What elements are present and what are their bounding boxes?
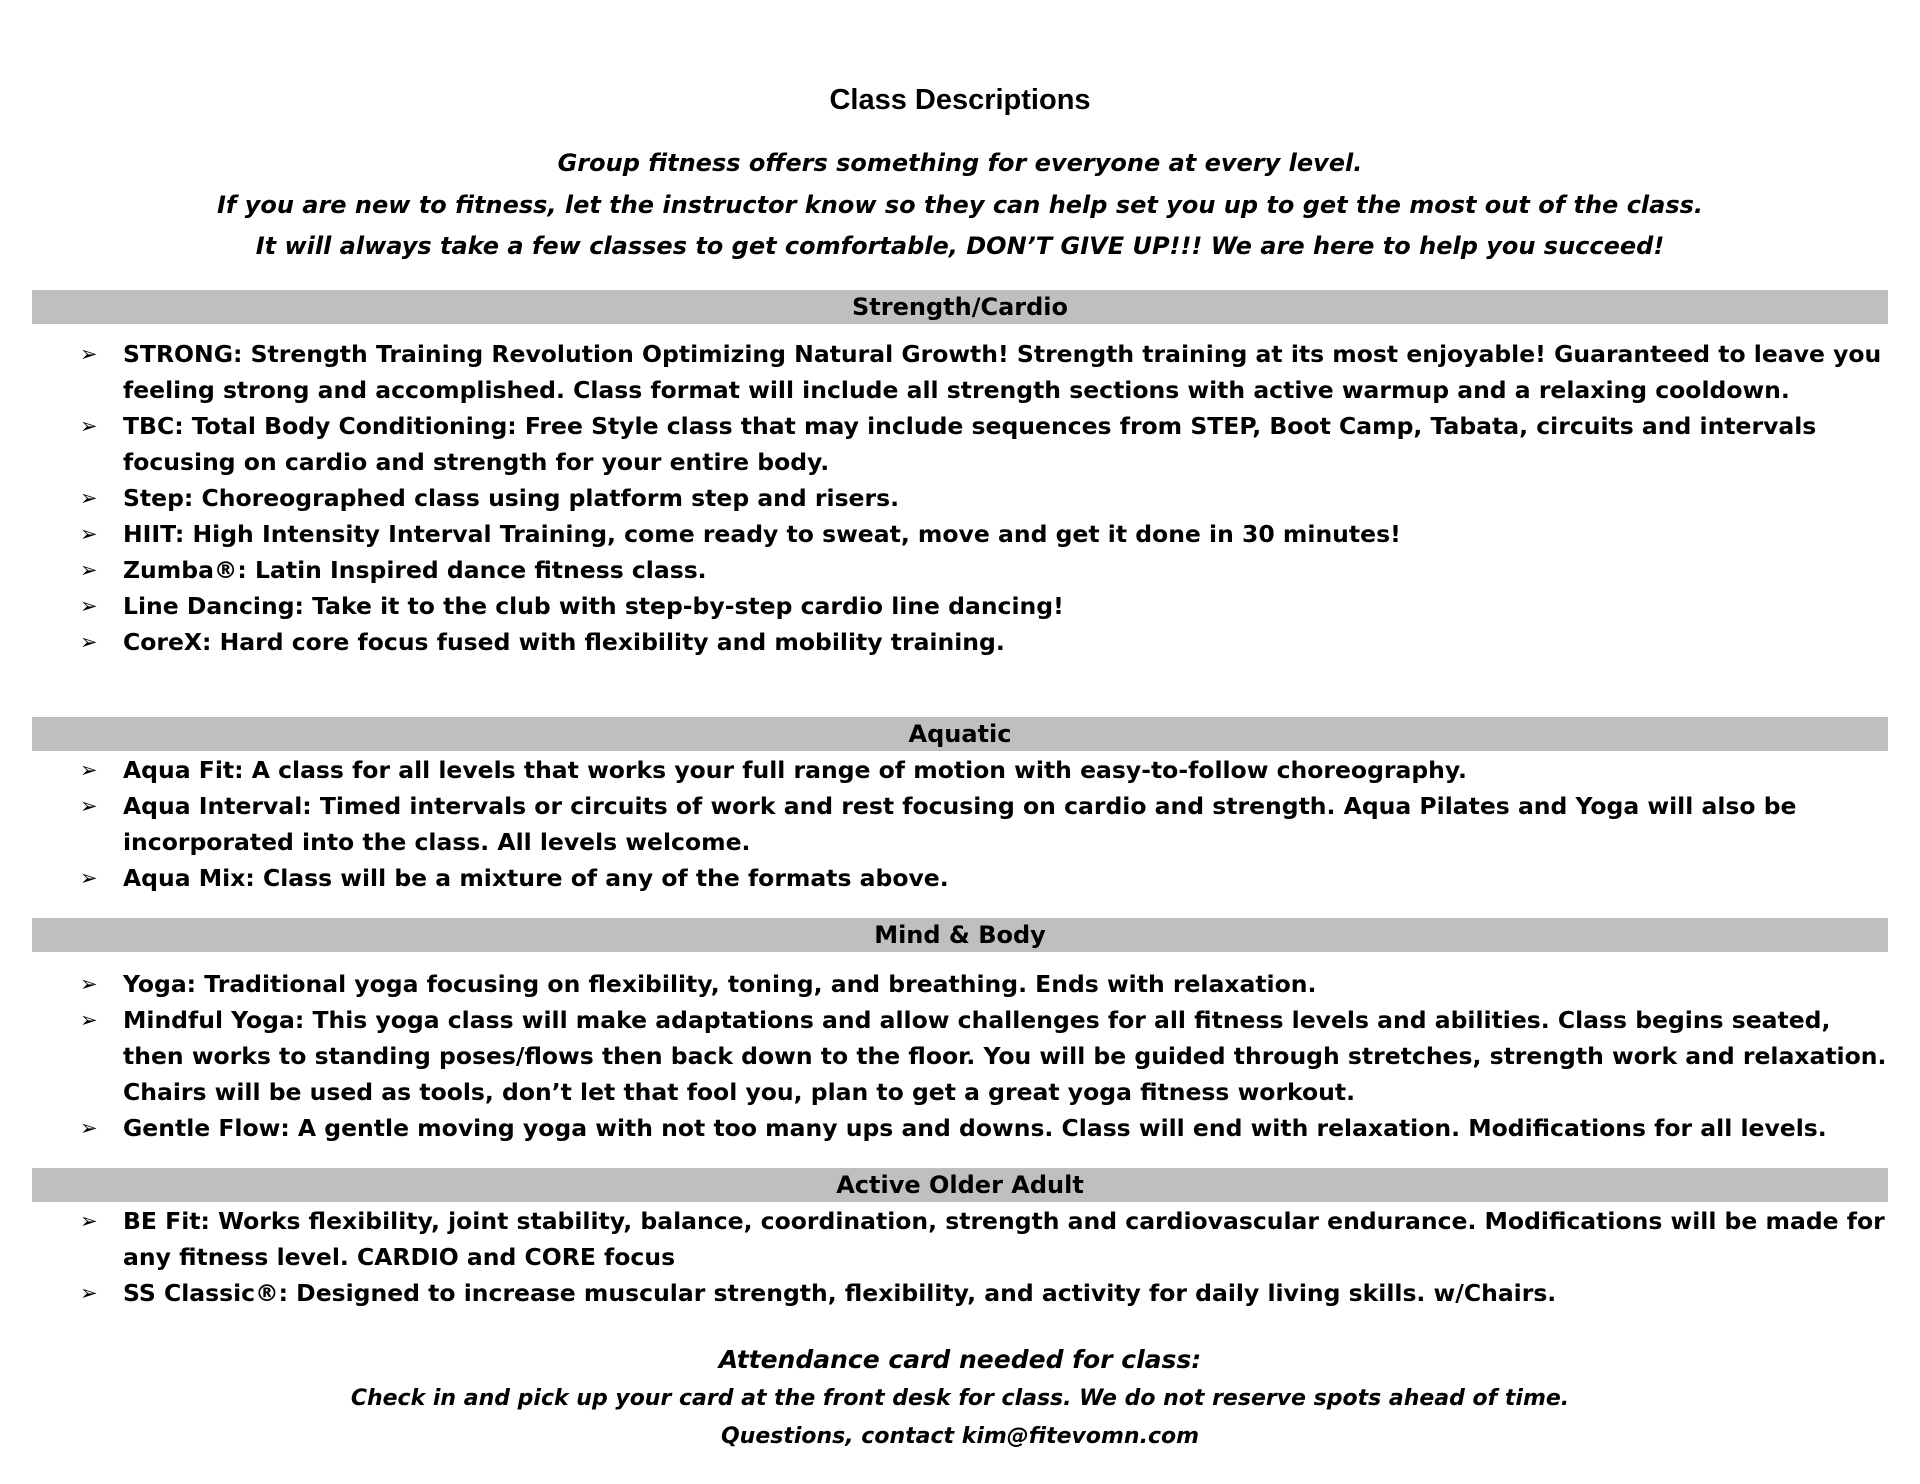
list-item — [0, 1203, 1920, 1275]
class-name: STRONG: — [123, 340, 243, 368]
list-item — [0, 408, 1920, 480]
arrow-bullet-icon: ➢ — [80, 594, 98, 618]
class-description: Take it to the club with step-by-step cardio line dancing! — [303, 592, 1064, 620]
arrow-bullet-icon: ➢ — [80, 1281, 98, 1305]
footer-heading: Attendance card needed for class: — [718, 1345, 1202, 1374]
arrow-bullet-icon: ➢ — [80, 558, 98, 582]
active-older-adult-list — [0, 1203, 1920, 1311]
arrow-bullet-icon: ➢ — [80, 866, 98, 890]
arrow-bullet-icon: ➢ — [80, 758, 98, 782]
class-description: High Intensity Interval Training, come ready to sweat, move and get it done in 30 minutes! — [184, 520, 1401, 548]
class-name: Line Dancing: — [123, 592, 304, 620]
list-item — [0, 1275, 1920, 1311]
class-description: Strength Training Revolution Optimizing Natural Growth! Strength training at its most enjoyable! Guaranteed to leave you feeling strong and accomplished. Class format will include all strength sections with active warmup and a relaxing cooldown. — [123, 340, 1882, 404]
page-title: Class Descriptions — [829, 84, 1091, 116]
list-item — [0, 624, 1920, 660]
mind-body-list — [0, 966, 1920, 1146]
intro-line: Group fitness offers something for everyone at every level. — [557, 149, 1363, 177]
class-name: Mindful Yoga: — [123, 1006, 305, 1034]
list-item — [0, 788, 1920, 860]
list-item — [0, 752, 1920, 788]
class-description: A gentle moving yoga with not too many ups and downs. Class will end with relaxation. Modifications for all levels. — [289, 1114, 1827, 1142]
arrow-bullet-icon: ➢ — [80, 522, 98, 546]
arrow-bullet-icon: ➢ — [80, 1116, 98, 1140]
list-item — [0, 480, 1920, 516]
class-name: HIIT: — [123, 520, 185, 548]
class-description: Traditional yoga focusing on flexibility, toning, and breathing. Ends with relaxation. — [196, 970, 1317, 998]
class-description: Latin Inspired dance fitness class. — [246, 556, 707, 584]
list-item — [0, 1002, 1920, 1110]
class-description: Total Body Conditioning: Free Style class that may include sequences from STEP, Boot Camp, Tabata, circuits and intervals focusing on cardio and strength for your entire body. — [123, 412, 1817, 476]
arrow-bullet-icon: ➢ — [80, 1008, 98, 1032]
section-heading-active-older-adult: Active Older Adult — [32, 1168, 1888, 1202]
footer — [0, 1340, 1920, 1456]
section-heading-strength-cardio: Strength/Cardio — [32, 290, 1888, 324]
arrow-bullet-icon: ➢ — [80, 972, 98, 996]
section-heading-mind-body: Mind & Body — [32, 918, 1888, 952]
class-name: TBC: — [123, 412, 184, 440]
arrow-bullet-icon: ➢ — [80, 342, 98, 366]
class-name: CoreX: — [123, 628, 212, 656]
class-name: Step: — [123, 484, 194, 512]
list-item — [0, 1110, 1920, 1146]
class-description: Choreographed class using platform step and risers. — [193, 484, 899, 512]
list-item — [0, 336, 1920, 408]
footer-note: Check in and pick up your card at the front desk for class. We do not reserve spots ahead of time. — [350, 1386, 1570, 1411]
intro-block — [0, 143, 1920, 268]
class-name: BE Fit: — [123, 1207, 210, 1235]
intro-line: It will always take a few classes to get comfortable, DON’T GIVE UP!!! We are here to help you succeed! — [255, 232, 1665, 260]
arrow-bullet-icon: ➢ — [80, 414, 98, 438]
list-item — [0, 552, 1920, 588]
class-description: Designed to increase muscular strength, flexibility, and activity for daily living skills. w/Chairs. — [288, 1279, 1557, 1307]
list-item — [0, 966, 1920, 1002]
strength-cardio-list — [0, 336, 1920, 660]
list-item — [0, 860, 1920, 896]
class-name: Aqua Interval: — [123, 792, 312, 820]
footer-contact: Questions, contact kim@fitevomn.com — [720, 1424, 1200, 1449]
arrow-bullet-icon: ➢ — [80, 486, 98, 510]
class-description: Hard core focus fused with flexibility and mobility training. — [211, 628, 1005, 656]
arrow-bullet-icon: ➢ — [80, 1209, 98, 1233]
class-description: A class for all levels that works your full range of motion with easy-to-follow choreography. — [243, 756, 1467, 784]
class-name: Zumba®: — [123, 556, 247, 584]
list-item — [0, 588, 1920, 624]
class-description: Class will be a mixture of any of the formats above. — [254, 864, 949, 892]
class-name: SS Classic®: — [123, 1279, 288, 1307]
class-name: Aqua Fit: — [123, 756, 244, 784]
class-description: Timed intervals or circuits of work and rest focusing on cardio and strength. Aqua Pilates and Yoga will also be incorporated into the class. All levels welcome. — [123, 792, 1797, 856]
class-description: This yoga class will make adaptations and allow challenges for all fitness levels and abilities. Class begins seated, then works to standing poses/flows then back down to the floor. You will be guided through stretches, strength work and relaxation. Chairs will be used as tools, don’t let that fool you, plan to get a great yoga fitness workout. — [123, 1006, 1887, 1106]
intro-line: If you are new to fitness, let the instructor know so they can help set you up to get the most out of the class. — [216, 190, 1704, 219]
arrow-bullet-icon: ➢ — [80, 630, 98, 654]
section-heading-aquatic: Aquatic — [32, 717, 1888, 751]
aquatic-list — [0, 752, 1920, 896]
arrow-bullet-icon: ➢ — [80, 794, 98, 818]
class-name: Aqua Mix: — [123, 864, 255, 892]
class-description: Works flexibility, joint stability, balance, coordination, strength and cardiovascular endurance. Modifications will be made for any fitness level. CARDIO and CORE focus — [123, 1207, 1885, 1271]
list-item — [0, 516, 1920, 552]
class-name: Gentle Flow: — [123, 1114, 290, 1142]
class-name: Yoga: — [123, 970, 197, 998]
